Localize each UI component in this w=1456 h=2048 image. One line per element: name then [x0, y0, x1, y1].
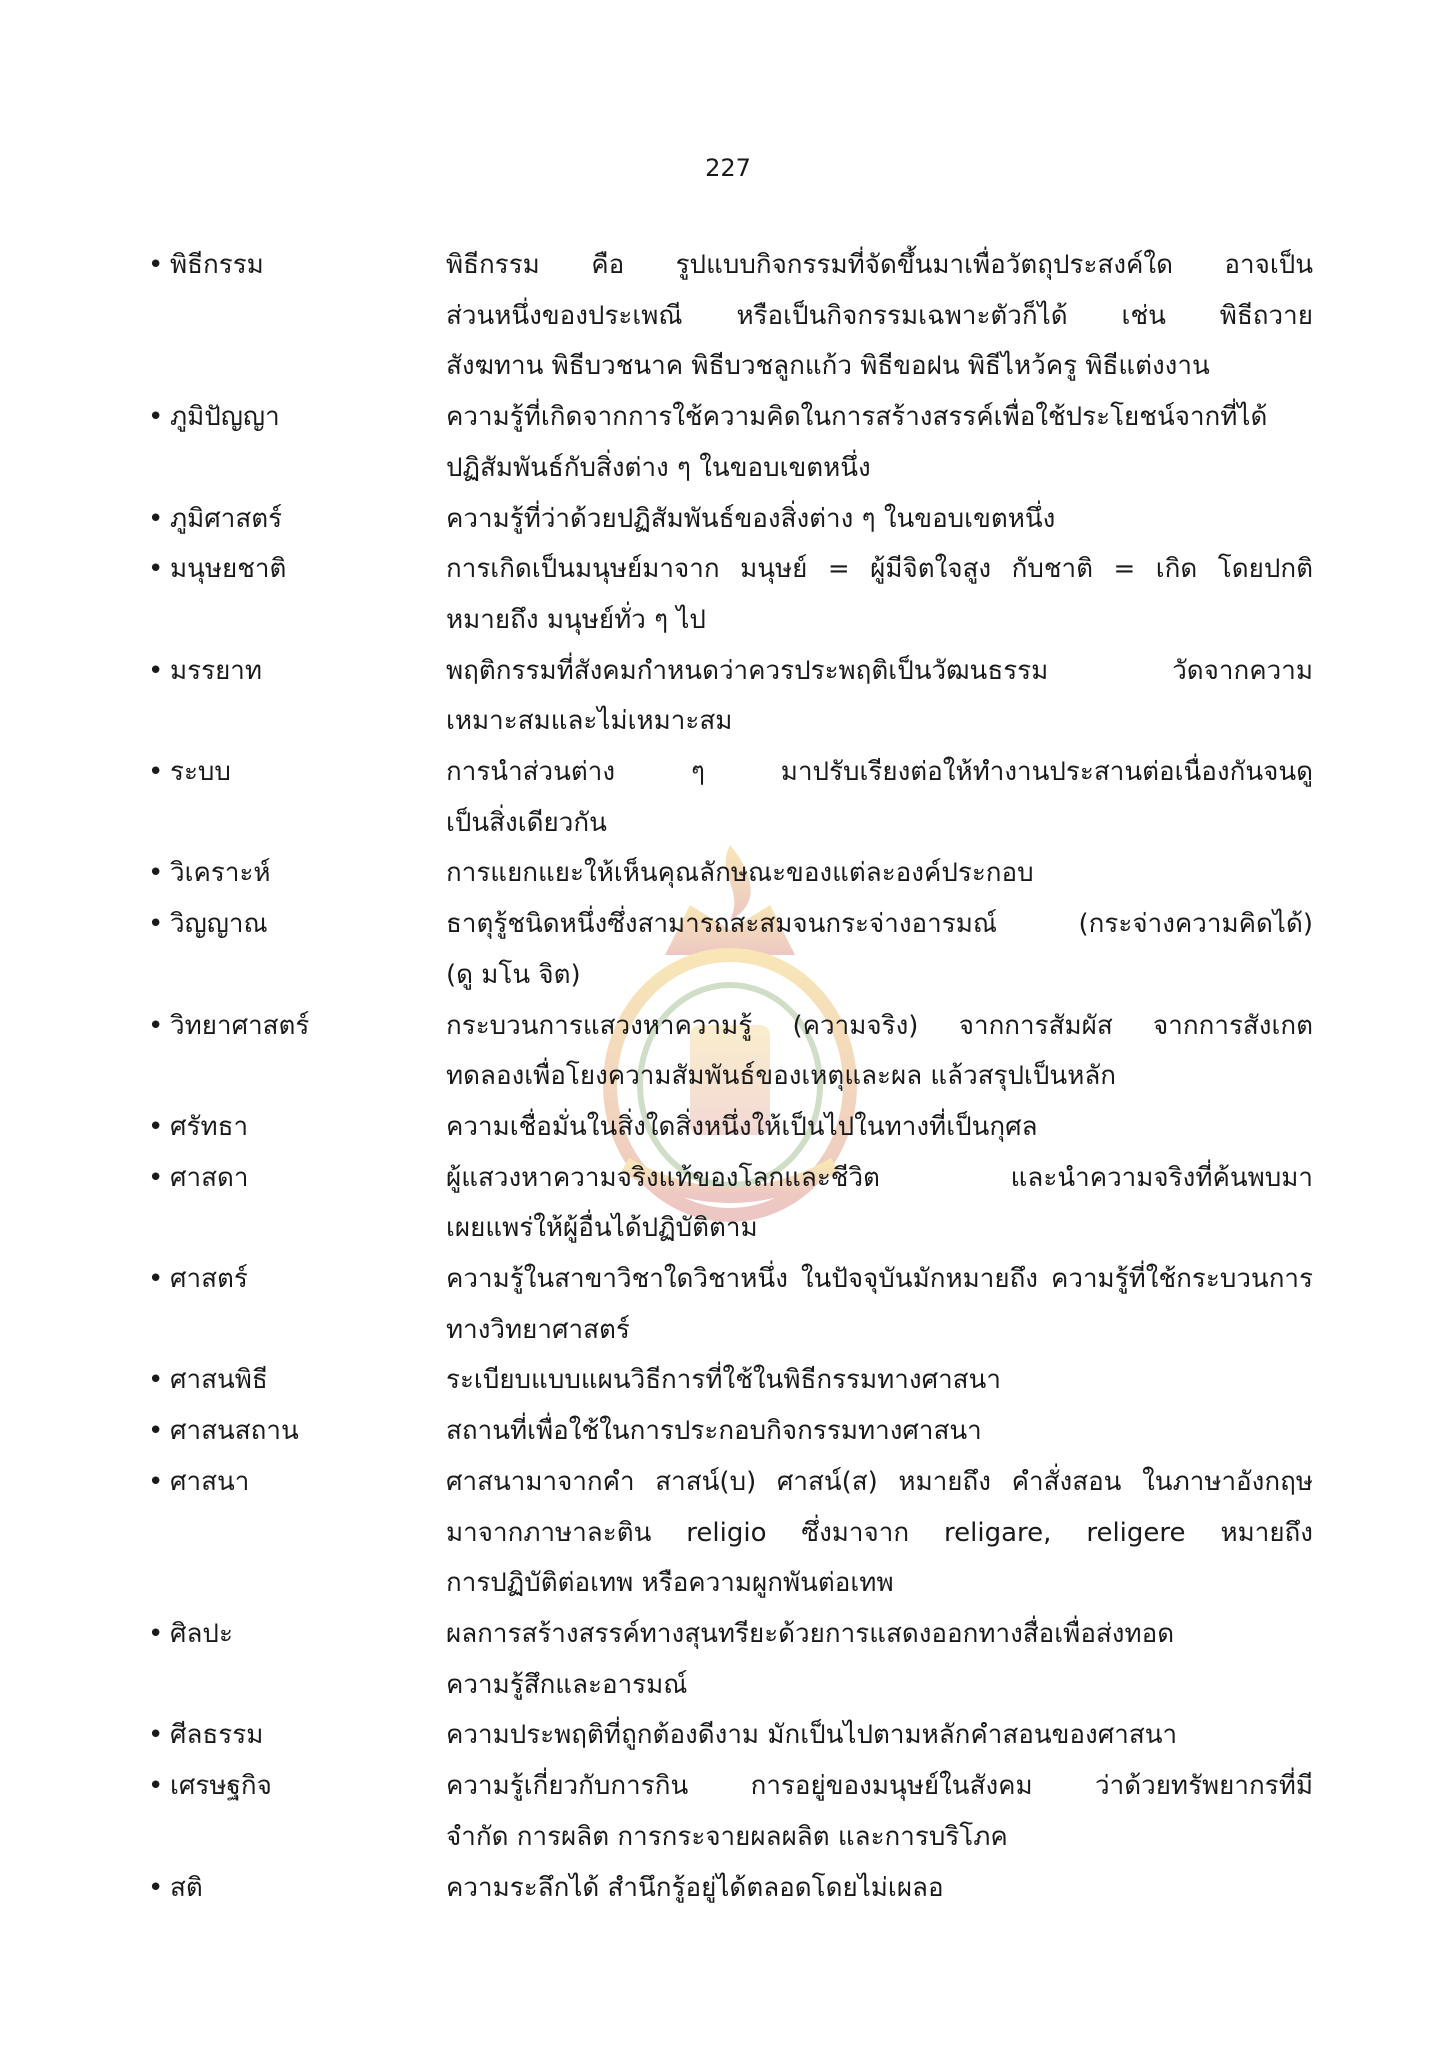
glossary-term-label: พิธีกรรม: [170, 250, 264, 280]
glossary-definition: [446, 1406, 1313, 1457]
glossary-definition: [446, 1761, 1313, 1862]
glossary-entry: [148, 848, 1313, 899]
definition-line: กระบวนการแสวงหาความรู้ (ความจริง) จากการสัมผัส จากการสังเกต: [446, 1010, 1313, 1041]
glossary-term-label: ศรัทธา: [170, 1111, 249, 1142]
bullet-icon: •: [148, 1111, 164, 1142]
definition-line: เหมาะสมและไม่เหมาะสม: [446, 706, 733, 737]
bullet-icon: •: [148, 858, 164, 889]
glossary-term: [148, 1254, 446, 1305]
glossary-term: [148, 848, 446, 899]
glossary-definition: [446, 1710, 1313, 1761]
glossary-definition: [446, 392, 1313, 493]
bullet-icon: •: [148, 1162, 164, 1193]
definition-line: ศาสนามาจากคำ สาสน์(บ) ศาสน์(ส) หมายถึง คำสั่งสอน ในภาษาอังกฤษ: [446, 1466, 1313, 1497]
glossary-entry: [148, 646, 1313, 747]
definition-line: การเกิดเป็นมนุษย์มาจาก มนุษย์ = ผู้มีจิตใจสูง กับชาติ = เกิด โดยปกติ: [446, 554, 1313, 585]
glossary-term: [148, 1863, 446, 1914]
glossary-entry: [148, 1355, 1313, 1406]
glossary-term-label: ศาสนา: [170, 1466, 250, 1497]
glossary-entry: [148, 494, 1313, 545]
bullet-icon: •: [148, 250, 164, 280]
glossary-term: [148, 899, 446, 950]
glossary-term: [148, 1457, 446, 1508]
bullet-icon: •: [148, 909, 164, 940]
glossary-definition: [446, 1609, 1313, 1710]
glossary-term: [148, 1355, 446, 1406]
bullet-icon: •: [148, 1416, 164, 1447]
bullet-icon: •: [148, 503, 164, 534]
glossary-term-label: ศาสนสถาน: [170, 1416, 299, 1447]
glossary-term: [148, 544, 446, 595]
glossary-entry: [148, 899, 1313, 1000]
bullet-icon: •: [148, 1872, 164, 1903]
glossary-term-label: ศีลธรรม: [170, 1720, 264, 1751]
definition-line: เป็นสิ่งเดียวกัน: [446, 807, 607, 838]
glossary-term: [148, 240, 446, 291]
glossary-definition: [446, 240, 1313, 392]
glossary-term-label: ภูมิปัญญา: [170, 402, 280, 433]
glossary-term: [148, 1710, 446, 1761]
glossary-term-label: ศิลปะ: [170, 1618, 233, 1649]
bullet-icon: •: [148, 1466, 164, 1497]
glossary-entry: [148, 1710, 1313, 1761]
glossary-term: [148, 1761, 446, 1812]
glossary-definition: [446, 1001, 1313, 1102]
glossary-term: [148, 1406, 446, 1457]
glossary-definition: [446, 1863, 1313, 1914]
glossary-definition: [446, 1355, 1313, 1406]
definition-line: หมายถึง มนุษย์ทั่ว ๆ ไป: [446, 604, 706, 635]
definition-line: ความรู้ในสาขาวิชาใดวิชาหนึ่ง ในปัจจุบันมักหมายถึง ความรู้ที่ใช้กระบวนการ: [446, 1264, 1313, 1295]
glossary-entry: [148, 1001, 1313, 1102]
glossary-entry: [148, 1457, 1313, 1609]
definition-line: ความระลึกได้ สำนึกรู้อยู่ได้ตลอดโดยไม่เผลอ: [446, 1872, 944, 1903]
glossary-term-label: เศรษฐกิจ: [170, 1771, 272, 1802]
bullet-icon: •: [148, 1771, 164, 1802]
glossary-term-label: ศาสนพิธี: [170, 1365, 268, 1396]
definition-line: (ดู มโน จิต): [446, 959, 581, 990]
glossary-definition: [446, 1153, 1313, 1254]
bullet-icon: •: [148, 757, 164, 788]
glossary-term: [148, 1609, 446, 1660]
glossary-definition: [446, 544, 1313, 645]
glossary-term: [148, 392, 446, 443]
glossary-term-label: ศาสตร์: [170, 1264, 248, 1295]
definition-line: ความรู้เกี่ยวกับการกิน การอยู่ของมนุษย์ในสังคม ว่าด้วยทรัพยากรที่มี: [446, 1771, 1313, 1802]
glossary-term: [148, 747, 446, 798]
glossary-definition: [446, 494, 1313, 545]
definition-line: ความประพฤติที่ถูกต้องดีงาม มักเป็นไปตามหลักคำสอนของศาสนา: [446, 1720, 1178, 1751]
glossary-definition: [446, 899, 1313, 1000]
glossary-term-label: มรรยาท: [170, 655, 263, 686]
glossary-term: [148, 1102, 446, 1153]
definition-line: ความเชื่อมั่นในสิ่งใดสิ่งหนึ่งให้เป็นไปในทางที่เป็นกุศล: [446, 1111, 1038, 1142]
definition-line: ผลการสร้างสรรค์ทางสุนทรียะด้วยการแสดงออกทางสื่อเพื่อส่งทอด: [446, 1618, 1175, 1649]
definition-line: ส่วนหนึ่งของประเพณี หรือเป็นกิจกรรมเฉพาะตัวก็ได้ เช่น พิธีถวาย: [446, 300, 1313, 331]
glossary-term: [148, 494, 446, 545]
definition-line: การนำส่วนต่าง ๆ มาปรับเรียงต่อให้ทำงานประสานต่อเนื่องกันจนดู: [446, 757, 1313, 788]
definition-line: ทดลองเพื่อโยงความสัมพันธ์ของเหตุและผล แล้วสรุปเป็นหลัก: [446, 1061, 1117, 1092]
definition-line: ธาตุรู้ชนิดหนึ่งซึ่งสามารถสะสมจนกระจ่างอารมณ์ (กระจ่างความคิดได้): [446, 909, 1313, 940]
glossary-entry: [148, 1406, 1313, 1457]
glossary-entry: [148, 392, 1313, 493]
definition-line: การแยกแยะให้เห็นคุณลักษณะของแต่ละองค์ประกอบ: [446, 858, 1034, 889]
bullet-icon: •: [148, 1720, 164, 1751]
definition-line: สถานที่เพื่อใช้ในการประกอบกิจกรรมทางศาสนา: [446, 1416, 982, 1447]
bullet-icon: •: [148, 1365, 164, 1396]
glossary-entry: [148, 1153, 1313, 1254]
glossary-term: [148, 646, 446, 697]
glossary-entry: [148, 1609, 1313, 1710]
glossary-definition: [446, 646, 1313, 747]
bullet-icon: •: [148, 1618, 164, 1649]
bullet-icon: •: [148, 1010, 164, 1041]
bullet-icon: •: [148, 402, 164, 433]
bullet-icon: •: [148, 554, 164, 585]
glossary-list: [148, 240, 1313, 1913]
bullet-icon: •: [148, 1264, 164, 1295]
glossary-definition: [446, 1102, 1313, 1153]
definition-line: ความรู้สึกและอารมณ์: [446, 1669, 688, 1700]
glossary-entry: [148, 1761, 1313, 1862]
glossary-term-label: มนุษยชาติ: [170, 554, 287, 585]
glossary-definition: [446, 1254, 1313, 1355]
glossary-term-label: ระบบ: [170, 757, 231, 788]
glossary-entry: [148, 1863, 1313, 1914]
page-number: 227: [705, 154, 751, 182]
glossary-term-label: ภูมิศาสตร์: [170, 503, 283, 534]
glossary-entry: [148, 747, 1313, 848]
definition-line: ความรู้ที่เกิดจากการใช้ความคิดในการสร้างสรรค์เพื่อใช้ประโยชน์จากที่ได้: [446, 402, 1268, 433]
definition-line: จำกัด การผลิต การกระจายผลผลิต และการบริโภค: [446, 1821, 1008, 1852]
definition-line: ปฏิสัมพันธ์กับสิ่งต่าง ๆ ในขอบเขตหนึ่ง: [446, 452, 871, 483]
glossary-definition: [446, 1457, 1313, 1609]
glossary-term-label: วิทยาศาสตร์: [170, 1010, 310, 1041]
definition-line: ความรู้ที่ว่าด้วยปฏิสัมพันธ์ของสิ่งต่าง ๆ ในขอบเขตหนึ่ง: [446, 503, 1056, 534]
glossary-term-label: สติ: [170, 1872, 203, 1903]
definition-line: การปฏิบัติต่อเทพ หรือความผูกพันต่อเทพ: [446, 1568, 894, 1599]
bullet-icon: •: [148, 655, 164, 686]
glossary-definition: [446, 848, 1313, 899]
glossary-term: [148, 1001, 446, 1052]
glossary-entry: [148, 240, 1313, 392]
definition-line: ทางวิทยาศาสตร์: [446, 1314, 630, 1345]
glossary-entry: [148, 1102, 1313, 1153]
definition-line: ผู้แสวงหาความจริงแท้ของโลกและชีวิต และนำความจริงที่ค้นพบมา: [446, 1162, 1313, 1193]
glossary-term-label: วิญญาณ: [170, 909, 268, 940]
glossary-entry: [148, 1254, 1313, 1355]
glossary-definition: [446, 747, 1313, 848]
definition-line: สังฆทาน พิธีบวชนาค พิธีบวชลูกแก้ว พิธีขอฝน พิธีไหว้ครู พิธีแต่งงาน: [446, 351, 1210, 382]
definition-line: พิธีกรรม คือ รูปแบบกิจกรรมที่จัดขึ้นมาเพื่อวัตถุประสงค์ใด อาจเป็น: [446, 250, 1313, 280]
glossary-term-label: วิเคราะห์: [170, 858, 271, 889]
glossary-term-label: ศาสดา: [170, 1162, 249, 1193]
definition-line: ระเบียบแบบแผนวิธีการที่ใช้ในพิธีกรรมทางศาสนา: [446, 1365, 1001, 1396]
glossary-entry: [148, 544, 1313, 645]
definition-line: เผยแพร่ให้ผู้อื่นได้ปฏิบัติตาม: [446, 1213, 758, 1244]
definition-line: พฤติกรรมที่สังคมกำหนดว่าควรประพฤติเป็นวัฒนธรรม วัดจากความ: [446, 655, 1313, 686]
definition-line: มาจากภาษาละติน religio ซึ่งมาจาก religare, religere หมายถึง: [446, 1517, 1313, 1548]
glossary-term: [148, 1153, 446, 1204]
